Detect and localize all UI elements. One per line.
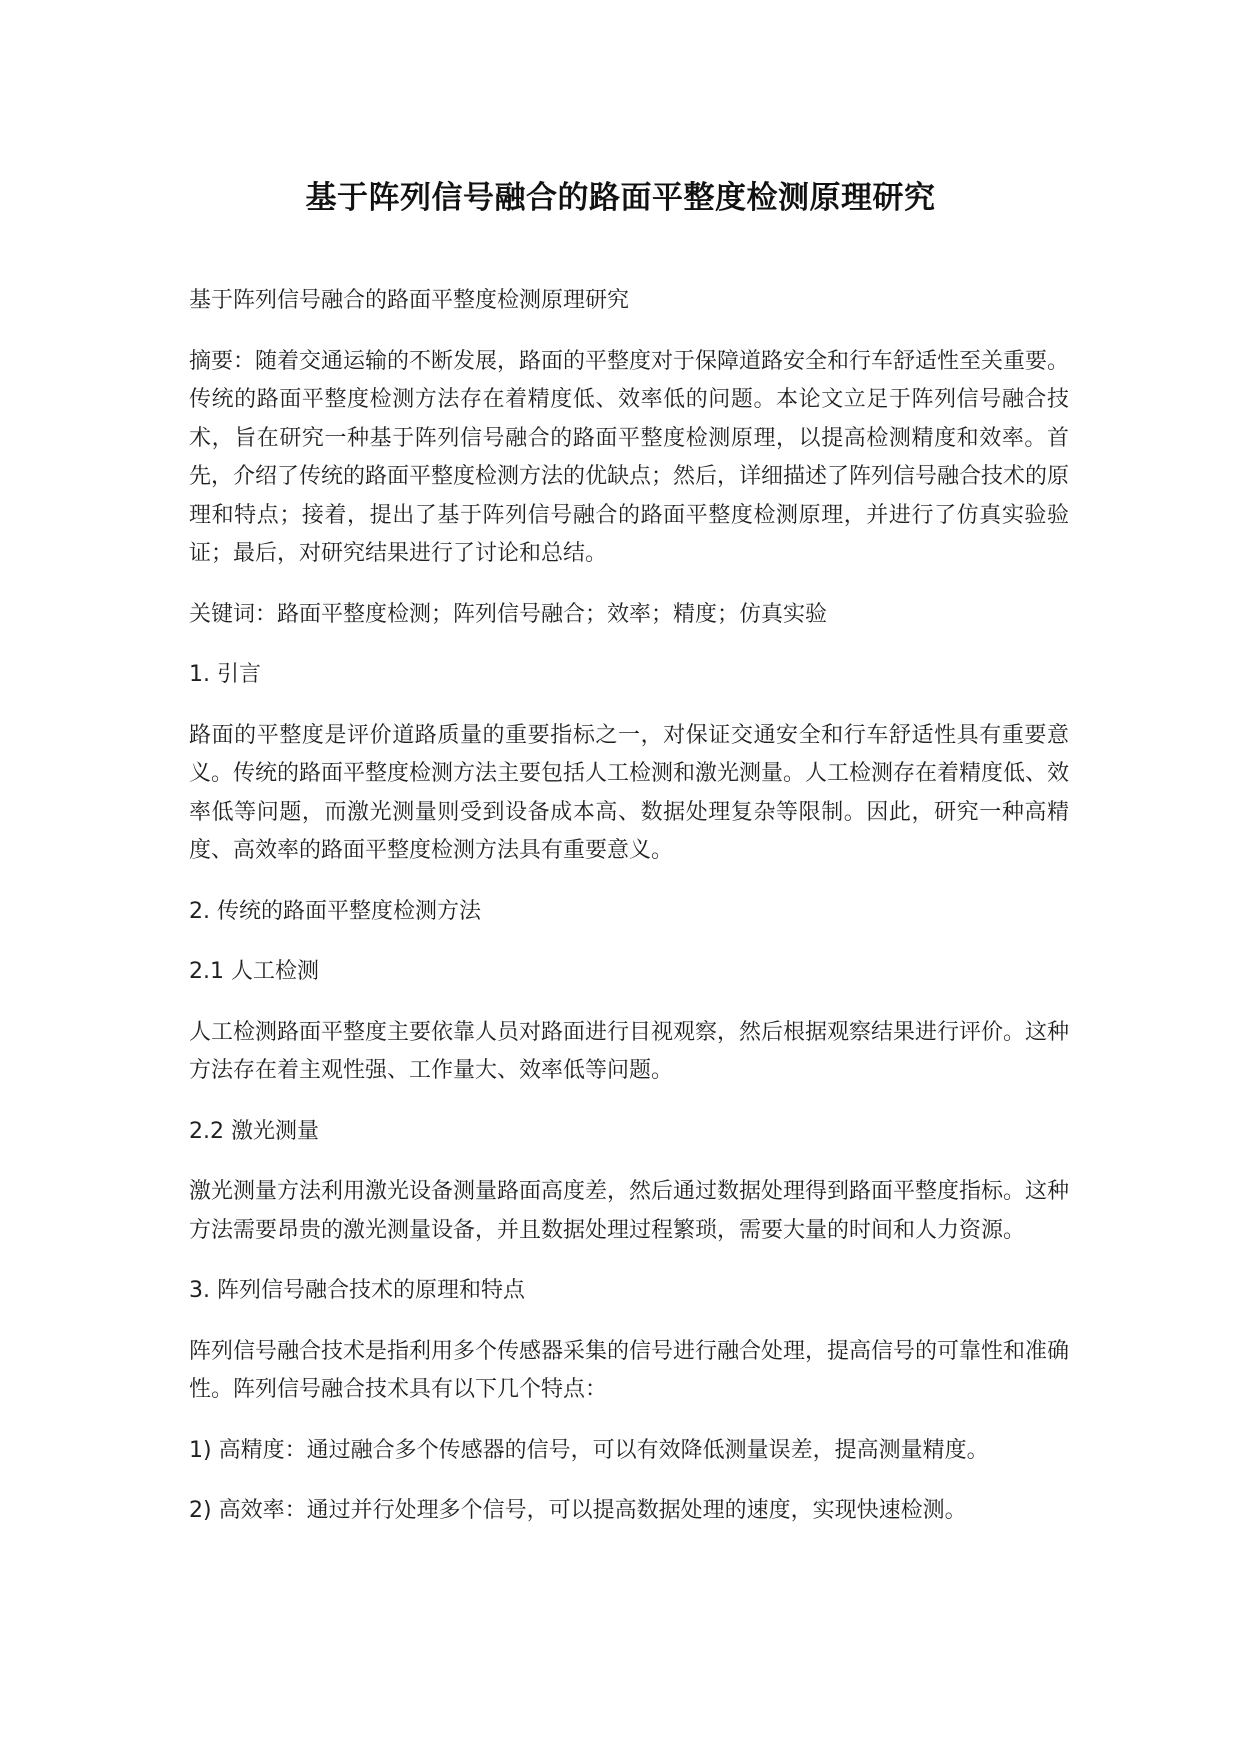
section-text-1: 路面的平整度是评价道路质量的重要指标之一，对保证交通安全和行车舒适性具有重要意义。传统的路面平整度检测方法主要包括人工检测和激光测量。人工检测存在着精度低、效率低等问题，而激光测量则受到设备成本高、数据处理复杂等限制。因此，研究一种高精度、高效率的路面平整度检测方法具有重要意义。 — [189, 722, 1070, 863]
feature-item-2: 2) 高效率：通过并行处理多个信号，可以提高数据处理的速度，实现快速检测。 — [189, 1498, 967, 1523]
document-body — [189, 282, 1069, 1553]
section-text-3: 阵列信号融合技术是指利用多个传感器采集的信号进行融合处理，提高信号的可靠性和准确性。阵列信号融合技术具有以下几个特点： — [189, 1338, 1070, 1402]
abstract: 摘要：随着交通运输的不断发展，路面的平整度对于保障道路安全和行车舒适性至关重要。传统的路面平整度检测方法存在着精度低、效率低的问题。本论文立足于阵列信号融合技术，旨在研究一种基于阵列信号融合的路面平整度检测原理，以提高检测精度和效率。首先，介绍了传统的路面平整度检测方法的优缺点；然后，详细描述了阵列信号融合技术的原理和特点；接着，提出了基于阵列信号融合的路面平整度检测原理，并进行了仿真实验验证；最后，对研究结果进行了讨论和总结。 — [189, 348, 1070, 566]
section-heading-2: 2. 传统的路面平整度检测方法 — [189, 898, 481, 924]
section-heading-1: 1. 引言 — [189, 662, 261, 687]
section-heading-3: 3. 阵列信号融合技术的原理和特点 — [189, 1278, 525, 1303]
section-heading-2-2: 2.2 激光测量 — [189, 1118, 319, 1144]
page-title: 基于阵列信号融合的路面平整度检测原理研究 — [305, 180, 936, 216]
subtitle: 基于阵列信号融合的路面平整度检测原理研究 — [189, 288, 630, 313]
section-text-2-2: 激光测量方法利用激光设备测量路面高度差，然后通过数据处理得到路面平整度指标。这种方法需要昂贵的激光测量设备，并且数据处理过程繁琐，需要大量的时间和人力资源。 — [189, 1179, 1070, 1243]
section-text-2-1: 人工检测路面平整度主要依靠人员对路面进行目视观察，然后根据观察结果进行评价。这种方法存在着主观性强、工作量大、效率低等问题。 — [189, 1019, 1070, 1083]
feature-item-1: 1) 高精度：通过融合多个传感器的信号，可以有效降低测量误差，提高测量精度。 — [189, 1437, 989, 1463]
section-heading-2-1: 2.1 人工检测 — [189, 959, 319, 984]
keywords: 关键词：路面平整度检测；阵列信号融合；效率；精度；仿真实验 — [189, 601, 828, 627]
